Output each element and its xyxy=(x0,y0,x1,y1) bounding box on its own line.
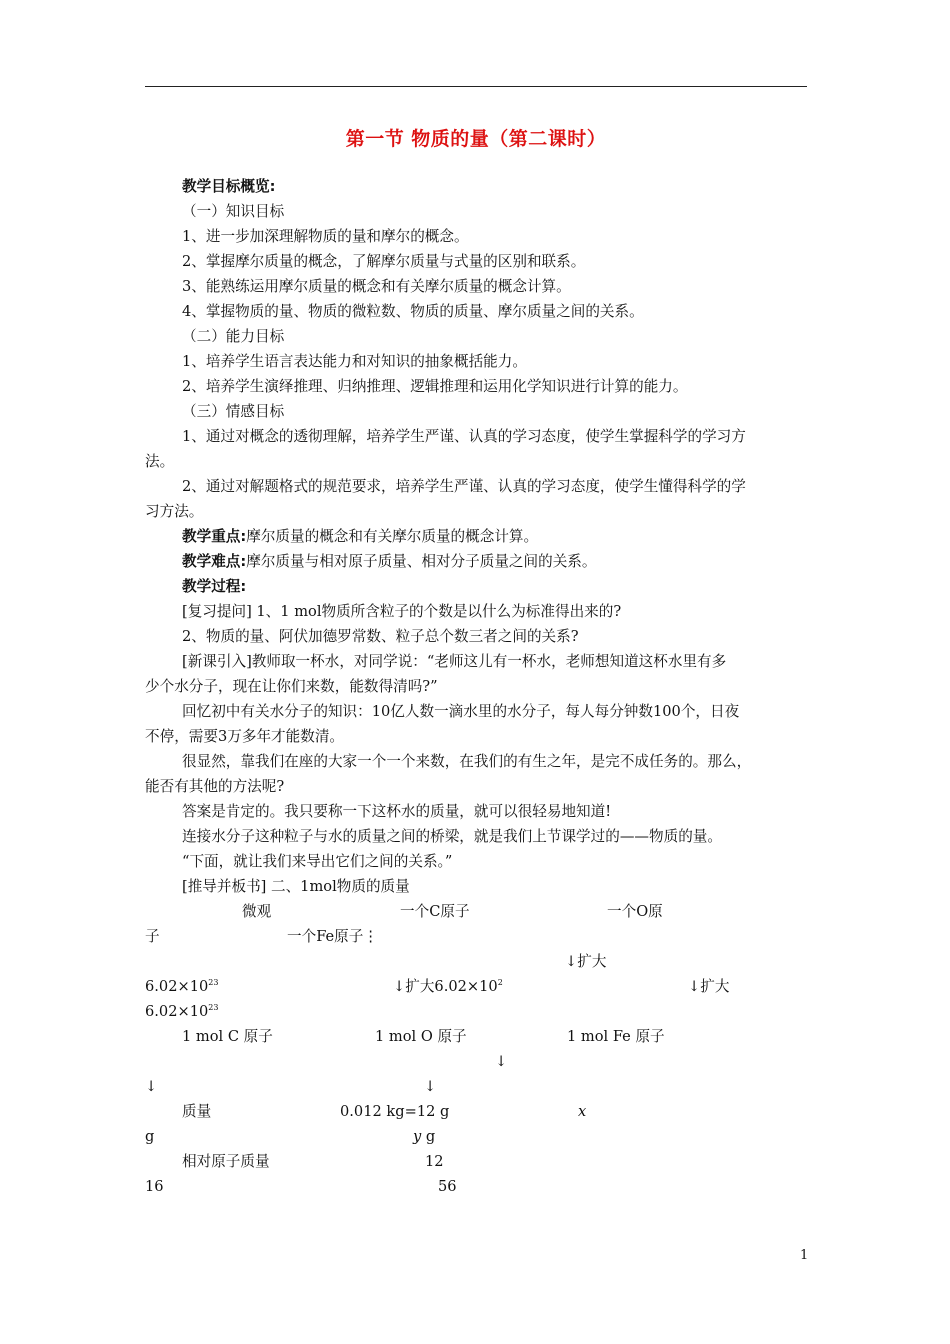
mass-y-unit: g xyxy=(425,1128,436,1145)
diagram-relative-mass-c: 12 xyxy=(425,1153,444,1170)
bridge-paragraph: 连接水分子这种粒子与水的质量之间的桥梁，就是我们上节课学过的——物质的量。 xyxy=(182,828,722,845)
diagram-mass-c: 0.012 kg=12 g xyxy=(340,1103,450,1120)
knowledge-item: 3、能熟练运用摩尔质量的概念和有关摩尔质量的概念计算。 xyxy=(182,278,571,295)
diagram-relative-mass-label: 相对原子质量 xyxy=(182,1153,270,1170)
knowledge-item: 2、掌握摩尔质量的概念，了解摩尔质量与式量的区别和联系。 xyxy=(182,253,586,270)
intro-paragraph: [新课引入]教师取一杯水，对同学说：“老师这儿有一杯水，老师想知道这杯水里有多 xyxy=(182,653,727,670)
emotion-heading: （三）情感目标 xyxy=(182,403,285,420)
emotion-item: 2、通过对解题格式的规范要求，培养学生严谨、认真的学习态度，使学生懂得科学的学 xyxy=(182,478,746,495)
process-label: 教学过程: xyxy=(182,578,247,595)
diagram-o-atom: 一个O原 xyxy=(607,903,663,920)
diagram-enlarge-arrow: ↓扩大 xyxy=(565,953,607,970)
review-question-2: 2、物质的量、阿伏加德罗常数、粒子总个数三者之间的关系? xyxy=(182,628,579,645)
enlarge-avogadro-exponent: 2 xyxy=(497,978,503,987)
avogadro-exponent: 23 xyxy=(208,978,219,987)
review-question-1: [复习提问] 1、1 mol物质所含粒子的个数是以什么为标准得出来的? xyxy=(182,603,622,620)
avogadro-base: 6.02×10 xyxy=(145,978,209,995)
diagram-o-atom-cont: 子 xyxy=(145,928,160,945)
emotion-item-cont: 习方法。 xyxy=(145,503,204,520)
ability-item: 2、培养学生演绎推理、归纳推理、逻辑推理和运用化学知识进行计算的能力。 xyxy=(182,378,688,395)
obvious-paragraph-cont: 能否有其他的方法呢? xyxy=(145,778,285,795)
diagram-avogadro xyxy=(145,1005,218,1020)
emotion-item-cont: 法。 xyxy=(145,453,175,470)
difficulty-label: 教学难点: xyxy=(182,553,247,570)
answer-paragraph: 答案是肯定的。我只要称一下这杯水的质量，就可以很轻易地知道! xyxy=(182,803,612,820)
diagram-mol-c: 1 mol C 原子 xyxy=(182,1028,273,1045)
diagram-mol-o: 1 mol O 原子 xyxy=(375,1028,467,1045)
recall-paragraph-cont: 不停，需要3万多年才能数清。 xyxy=(145,728,345,745)
recall-paragraph: 回忆初中有关水分子的知识：10亿人数一滴水里的水分子，每人每分钟数100个，日夜 xyxy=(182,703,740,720)
diagram-mass-unit: g xyxy=(145,1128,155,1145)
diagram-enlarge-arrow: ↓扩大 xyxy=(688,978,730,995)
intro-paragraph-cont: 少个水分子，现在让你们来数，能数得清吗?” xyxy=(145,678,438,695)
avogadro-base: 6.02×10 xyxy=(145,1003,209,1020)
header-rule xyxy=(145,86,807,87)
diagram-avogadro xyxy=(145,980,218,995)
page-number: 1 xyxy=(800,1248,809,1263)
down-arrow-icon: ↓ xyxy=(145,1078,158,1095)
diagram-micro-label: 微观 xyxy=(242,903,272,920)
emotion-item: 1、通过对概念的透彻理解，培养学生严谨、认真的学习态度，使学生掌握科学的学习方 xyxy=(182,428,746,445)
diagram-mol-fe: 1 mol Fe 原子 xyxy=(567,1028,665,1045)
mass-y-symbol: y xyxy=(413,1128,422,1145)
ability-item: 1、培养学生语言表达能力和对知识的抽象概括能力。 xyxy=(182,353,527,370)
objectives-heading: 教学目标概览: xyxy=(182,178,276,195)
key-point xyxy=(182,530,538,545)
knowledge-item: 4、掌握物质的量、物质的微粒数、物质的质量、摩尔质量之间的关系。 xyxy=(182,303,644,320)
diagram-fe-atom: 一个Fe原子⋮ xyxy=(287,928,378,945)
diagram-relative-mass-fe: 56 xyxy=(438,1178,457,1195)
enlarge-avogadro-base: ↓扩大6.02×10 xyxy=(393,978,498,995)
down-arrow-icon: ↓ xyxy=(495,1053,508,1070)
obvious-paragraph: 很显然，靠我们在座的大家一个一个来数，在我们的有生之年，是完不成任务的。那么， xyxy=(182,753,752,770)
avogadro-exponent: 23 xyxy=(208,1003,219,1012)
knowledge-heading: （一）知识目标 xyxy=(182,203,285,220)
next-paragraph: “下面，就让我们来导出它们之间的关系。” xyxy=(182,853,453,870)
diagram-mass-label: 质量 xyxy=(182,1103,212,1120)
key-point-text: 摩尔质量的概念和有关摩尔质量的概念计算。 xyxy=(246,528,539,545)
ability-heading: （二）能力目标 xyxy=(182,328,285,345)
diagram-c-atom: 一个C原子 xyxy=(400,903,470,920)
diagram-mass-x: x xyxy=(578,1103,587,1120)
difficulty xyxy=(182,555,596,570)
diagram-enlarge-avogadro xyxy=(393,980,503,995)
derive-heading: [推导并板书] 二、1mol物质的质量 xyxy=(182,878,410,895)
knowledge-item: 1、进一步加深理解物质的量和摩尔的概念。 xyxy=(182,228,469,245)
down-arrow-icon: ↓ xyxy=(424,1078,437,1095)
diagram-mass-y xyxy=(413,1130,435,1145)
page-title: 第一节 物质的量（第二课时） xyxy=(345,128,607,150)
diagram-relative-mass-o: 16 xyxy=(145,1178,164,1195)
difficulty-text: 摩尔质量与相对原子质量、相对分子质量之间的关系。 xyxy=(246,553,597,570)
key-point-label: 教学重点: xyxy=(182,528,247,545)
